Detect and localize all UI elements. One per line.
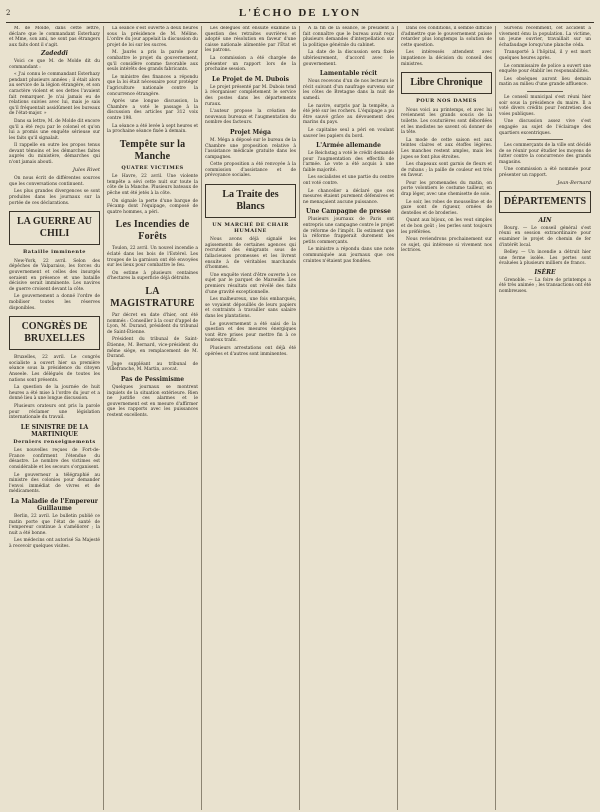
article-subheading: QUATRE VICTIMES xyxy=(121,164,184,171)
article-paragraph: Les plus grandes divergences se sont produites dans les journaux sur la portée de ces déclarations. xyxy=(9,189,100,206)
section-separator xyxy=(527,139,564,140)
article-paragraph: Le soir, les robes de mousseline et de gaze sont de rigueur, ornées de dentelles et de broderies. xyxy=(401,199,492,216)
article-paragraph: La question de la journée de huit heures a été mise à l'ordre du jour et a donné lieu à une longue discussion. xyxy=(9,385,100,402)
article-paragraph: Plusieurs journaux de Paris ont entrepris une campagne contre le projet de réforme de l'impôt. Ils estiment que la réforme frapperait durement les petits commerçants. xyxy=(303,217,394,245)
boxed-heading: Libre Chronique xyxy=(401,72,492,94)
article-paragraph: On nous écrit de différentes sources que les conversations continuent. xyxy=(9,176,100,187)
article-paragraph: Bruxelles, 22 avril. Le congrès socialiste a ouvert hier sa première séance sous la présidence du citoyen Anseele. Les délégués de toutes les nations sont présents. xyxy=(9,355,100,383)
article-paragraph: A la fin de la séance, le président a fait connaître que le bureau avait reçu plusieurs demandes d'interpellation sur la politique générale du cabinet. xyxy=(303,26,394,48)
article-paragraph: Les médecins ont autorisé Sa Majesté à recevoir quelques visites. xyxy=(9,538,100,549)
article-paragraph: M. Jaurès a pris la parole pour combattre le projet du gouvernement, qu'il considère comme favorable aux seuls intérêts des grands fabricants. xyxy=(107,50,198,73)
article-paragraph: Les intéressés attendent avec impatience la décision du conseil des ministres. xyxy=(401,50,492,67)
article-paragraph: Le gouvernement a donné l'ordre de mobiliser toutes les réserves disponibles. xyxy=(9,294,100,311)
boxed-heading: DÉPARTEMENTS xyxy=(499,191,591,213)
article-paragraph: Par décret en date d'hier, ont été nommés : Conseiller à la cour d'appel de Lyon, M. Durand, président du tribunal de Saint-Étienne. xyxy=(107,313,198,335)
columns xyxy=(6,26,594,810)
article-subheading: Derniers renseignements xyxy=(13,438,96,445)
article-paragraph: Les obsèques auront lieu demain matin au milieu d'une grande affluence. xyxy=(499,76,591,88)
article-paragraph: Voici ce que M. de Molde dit du commandant : xyxy=(9,58,100,70)
article-paragraph: Juge suppléant au tribunal de Villefranche, M. Martin, avocat. xyxy=(107,361,198,373)
article-subheading: POUR NOS DAMES xyxy=(416,98,477,105)
article-paragraph: Nous recevons d'un de nos lecteurs le récit suivant d'un naufrage survenu sur les côtes de Bretagne dans la nuit de samedi. xyxy=(303,79,394,101)
article-paragraph: Le projet présenté par M. Dubois tend à réorganiser complètement le service des postes dans les départements ruraux. xyxy=(205,84,296,107)
boxed-heading: CONGRÈS DE BRUXELLES xyxy=(9,316,100,350)
newspaper-title: L'ÉCHO DE LYON xyxy=(238,7,362,19)
article-paragraph: Après une longue discussion, la Chambre a voté le passage à la discussion des articles par 312 voix contre 198. xyxy=(107,99,198,121)
article-paragraph: La date de la discussion sera fixée ultérieurement, d'accord avec le gouvernement. xyxy=(303,50,394,67)
article-paragraph: Grenoble. — La foire de printemps a été très animée ; les transactions ont été nombreuses. xyxy=(499,277,591,294)
article-paragraph: Une discussion assez vive s'est engagée au sujet de l'éclairage des quartiers excentriques. xyxy=(499,119,591,136)
article-heading: L'Armée allemande xyxy=(316,142,381,150)
masthead-rule xyxy=(6,22,594,23)
article-paragraph: Le commissaire de police a ouvert une enquête pour établir les responsabilités. xyxy=(499,63,591,75)
section-separator xyxy=(527,91,564,92)
article-paragraph: Le gouvernement a été saisi de la question et des mesures énergiques vont être prises pour mettre fin à ce honteux trafic. xyxy=(205,321,296,344)
article-paragraph: M. Méga a déposé sur le bureau de la Chambre une proposition relative à l'assistance médicale gratuite dans les campagnes. xyxy=(205,137,296,160)
column-6 xyxy=(496,26,594,810)
article-paragraph: Les délégués ont ensuite examiné la question des retraites ouvrières et adopté une résolution en faveur d'une caisse nationale alimentée par l'État et les patrons. xyxy=(205,26,296,54)
article-signature: Jules Rivet xyxy=(72,166,100,173)
article-paragraph: Nous voici au printemps, et avec lui reviennent les grands soucis de la toilette. Les couturières sont débordées et les modistes ne savent où donner de la tête. xyxy=(401,107,492,136)
article-paragraph: Nous reviendrons prochainement sur ce sujet, qui intéresse si vivement nos lectrices. xyxy=(401,237,492,254)
article-heading: Lamentable récit xyxy=(319,70,378,78)
article-paragraph: Quant aux bijoux, on les veut simples et de bon goût ; les perles sont toujours les préférées. xyxy=(401,218,492,235)
article-paragraph: Le chancelier a déclaré que ces mesures étaient purement défensives et ne menaçaient aucune puissance. xyxy=(303,188,394,205)
article-heading: AIN xyxy=(538,217,552,225)
article-heading: Projet Méga xyxy=(229,128,272,136)
article-paragraph: Cette proposition a été renvoyée à la commission d'assistance et de prévoyance sociales. xyxy=(205,162,296,179)
article-heading: LA MAGISTRATURE xyxy=(110,286,195,309)
column-1 xyxy=(6,26,104,810)
article-paragraph: Les socialistes et une partie du centre ont voté contre. xyxy=(303,175,394,187)
article-heading: LE SINISTRE DE LA MARTINIQUE xyxy=(20,423,89,438)
article-paragraph: Les chapeaux sont garnis de fleurs et de rubans ; la paille de couleur est très en faveur. xyxy=(401,162,492,179)
article-paragraph: Bourg. — Le conseil général s'est réuni en session extraordinaire pour examiner le projet de chemin de fer d'intérêt local. xyxy=(499,225,591,248)
article-paragraph: New-York, 22 avril. Selon des dépêches de Valparaiso, les forces du gouvernement et celles des insurgés seraient en présence et une bataille décisive serait imminente. Les navires de guerre croisent devant la côte. xyxy=(9,258,100,292)
article-paragraph: La séance s'est ouverte à deux heures sous la présidence de M. Méline. L'ordre du jour appelait la discussion du projet de loi sur les sucres. xyxy=(107,26,198,48)
article-paragraph: M. de Molde, dans cette lettre, déclare que le commandant Esterhazy et Mme, son ami, ne sont pas étrangers aux faits dont il s'agit. xyxy=(9,26,100,48)
boxed-heading: La Traite des Blancs xyxy=(205,184,296,218)
article-paragraph: Une enquête vient d'être ouverte à ce sujet par le parquet de Marseille. Les premiers résultats ont révélé des faits d'une gravité exceptionnelle. xyxy=(205,272,296,295)
article-paragraph: Le ministre des finances a répondu que la loi était nécessaire pour protéger l'agriculture nationale contre la concurrence étrangère. xyxy=(107,74,198,97)
article-paragraph: Survenu récemment, cet accident a vivement ému la population. La victime, un jeune ouvrier, travaillait sur un échafaudage lorsqu'une planche céda. xyxy=(499,26,591,48)
column-3 xyxy=(202,26,300,810)
article-paragraph: Le navire, surpris par la tempête, a été jeté sur les rochers. L'équipage a pu être sauvé grâce au dévouement des marins du pays. xyxy=(303,103,394,126)
column-5 xyxy=(398,26,496,810)
article-paragraph: Les nouvelles reçues de Fort-de-France confirment l'étendue du désastre. Le nombre des victimes est considérable et les secours s'organisent. xyxy=(9,448,100,471)
article-heading: Une Campagne de presse xyxy=(306,208,391,216)
article-heading: La Maladie de l'Empereur Guillaume xyxy=(11,498,98,513)
article-heading: ISÈRE xyxy=(534,269,556,276)
article-paragraph: L'auteur propose la création de nouveaux bureaux et l'augmentation du nombre des facteurs. xyxy=(205,109,296,126)
article-paragraph: Président du tribunal de Saint-Étienne, M. Bernard, vice-président du même siège, en remplacement de M. Durand. xyxy=(107,337,198,360)
article-paragraph: Les commerçants de la ville ont décidé de se réunir pour étudier les moyens de lutter contre la concurrence des grands magasins. xyxy=(499,143,591,165)
article-heading: Pas de Pessimisme xyxy=(120,375,185,383)
masthead xyxy=(6,6,594,20)
column-4 xyxy=(300,26,398,810)
article-paragraph: La mode de cette saison est aux teintes claires et aux étoffes légères. Les manches restent amples, mais les jupes se font plus étroites. xyxy=(401,137,492,160)
article-paragraph: Le Reichstag a voté le crédit demandé pour l'augmentation des effectifs de l'armée. Le vote a été acquis à une faible majorité. xyxy=(303,151,394,173)
article-paragraph: Les malheureux, une fois embarqués, se voyaient dépouillés de leurs papiers et contraints à travailler sans salaire dans les plantations. xyxy=(205,297,296,319)
article-subheading: UN MARCHÉ DE CHAIR HUMAINE xyxy=(212,222,289,234)
article-paragraph: Transporté à l'hôpital, il y est mort quelques heures après. xyxy=(499,50,591,61)
article-paragraph: Le Havre, 22 avril. Une violente tempête a sévi cette nuit sur toute la côte de la Manche. Plusieurs bateaux de pêche ont été jetés à la côte. xyxy=(107,174,198,197)
article-paragraph: Toulon, 22 avril. Un nouvel incendie a éclaté dans les bois de l'Estérel. Les troupes de la garnison ont été envoyées sur les lieux pour combattre le feu. xyxy=(107,246,198,269)
article-paragraph: Une commission a été nommée pour présenter un rapport. xyxy=(499,167,591,179)
article-paragraph: Plusieurs arrestations ont déjà été opérées et d'autres sont imminentes. xyxy=(205,345,296,357)
article-paragraph: Dans sa lettre, M. de Molde dit encore qu'il a été reçu par le colonel et qu'on lui a promis une enquête sérieuse sur les faits qu'il signalait. xyxy=(9,118,100,141)
boxed-heading: LA GUERRE AU CHILI xyxy=(9,211,100,245)
article-heading: Tempête sur la Manche xyxy=(119,138,186,162)
article-paragraph: Le gouverneur a télégraphié au ministre des colonies pour demander l'envoi immédiat de vivres et de médicaments. xyxy=(9,472,100,495)
article-paragraph: « J'ai connu le commandant Esterhazy pendant plusieurs années ; il était alors au service de la légion étrangère, et son caractère violent et ses dettes l'avaient fait remarquer. Je n'ai jamais eu de relations suivies avec lui, mais je sais qu'il fréquentait assidûment les bureaux de l'état-major. » xyxy=(9,72,100,117)
article-paragraph: On estime à plusieurs centaines d'hectares la superficie déjà détruite. xyxy=(107,270,198,282)
article-paragraph: Le capitaine seul a péri en voulant sauver les papiers du bord. xyxy=(303,127,394,139)
article-heading: Les Incendies de Forêts xyxy=(115,219,190,243)
article-paragraph: Quelques journaux se montrent inquiets de la situation extérieure. Rien ne justifie ces alarmes et le gouvernement est en mesure d'affirmer que les rapports avec les puissances restent excellents. xyxy=(107,384,198,418)
article-paragraph: La séance a été levée à sept heures et la prochaine séance fixée à demain. xyxy=(107,123,198,135)
article-paragraph: Dans ces conditions, il semble difficile d'admettre que le gouvernement puisse retarder plus longtemps la solution de cette question. xyxy=(401,26,492,48)
article-paragraph: Nous avons déjà signalé les agissements de certaines agences qui recrutent des émigrants sous de fallacieuses promesses et les livrent ensuite à de véritables marchands d'hommes. xyxy=(205,237,296,271)
article-paragraph: La commission a été chargée de présenter un rapport lors de la prochaine session. xyxy=(205,55,296,73)
article-paragraph: Berlin, 22 avril. Le bulletin publié ce matin porte que l'état de santé de l'empereur continue à s'améliorer ; la nuit a été bonne. xyxy=(9,514,100,536)
page-number: 2 xyxy=(6,9,11,17)
article-subheading: Bataille imminente xyxy=(23,249,86,256)
article-paragraph: Le conseil municipal s'est réuni hier soir sous la présidence du maire. Il a voté divers crédits pour l'entretien des voies publiques. xyxy=(499,94,591,117)
article-paragraph: Belley. — Un incendie a détruit hier une ferme isolée. Les pertes sont évaluées à plusieurs milliers de francs. xyxy=(499,250,591,267)
column-2 xyxy=(104,26,202,810)
article-signature: Jean-Bernard xyxy=(557,179,591,186)
article-heading: Le Projet de M. Dubois xyxy=(212,75,289,83)
article-paragraph: Le ministre a répondu dans une note communiquée aux journaux que ces craintes n'étaient pas fondées. xyxy=(303,247,394,264)
article-paragraph: On signale la perte d'une barque de Fécamp dont l'équipage, composé de quatre hommes, a péri. xyxy=(107,198,198,215)
article-paragraph: Plusieurs orateurs ont pris la parole pour réclamer une législation internationale du travail. xyxy=(9,403,100,421)
article-heading: Zadeddi xyxy=(41,50,68,58)
article-paragraph: Pour les promenades du matin, on porte volontiers le costume tailleur, en drap léger, avec une chemisette de soie. xyxy=(401,180,492,198)
article-paragraph: Il rappelle en outre les propos tenus devant témoins et les démarches faites auprès du ministère, démarches qui n'ont jamais abouti. xyxy=(9,143,100,166)
